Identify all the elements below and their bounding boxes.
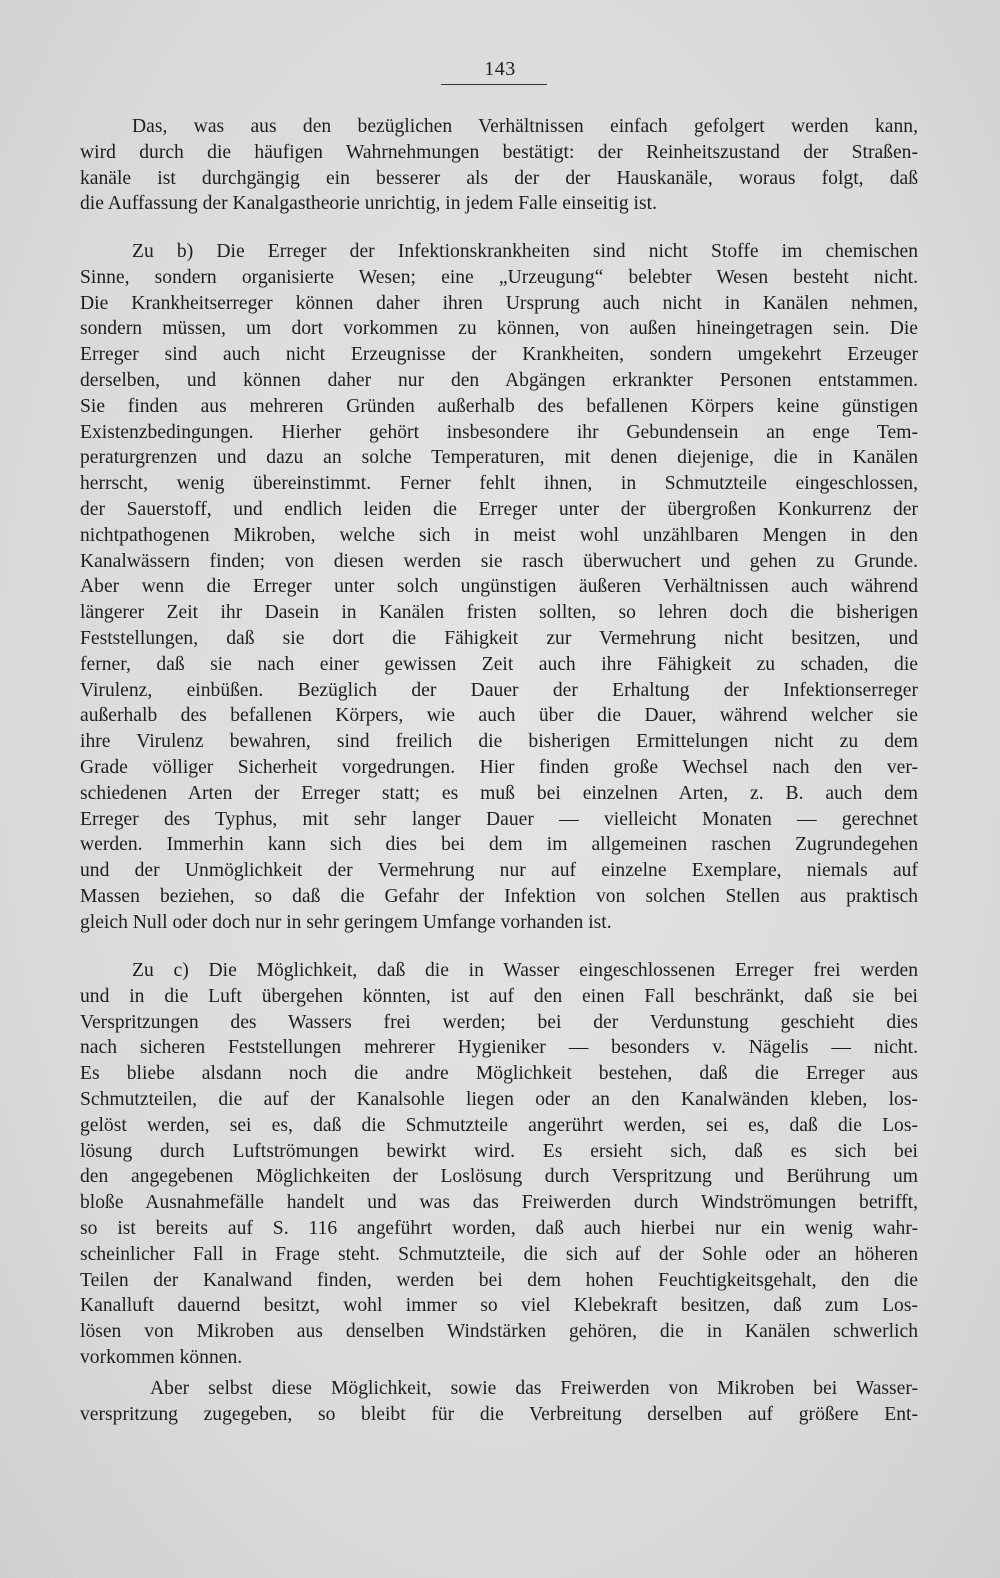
text-line: Aber selbst diese Möglichkeit, sowie das Freiwerden von Mikroben bei Wasser- bbox=[150, 1378, 918, 1399]
paragraph-zu-c bbox=[80, 958, 918, 1371]
text-line: verspritzung zugegeben, so bleibt für die Verbreitung derselben auf größere Ent- bbox=[80, 1403, 918, 1425]
text-line: Existenzbedingungen. Hierher gehört insbesondere ihr Gebundensein an enge Tem- bbox=[80, 421, 918, 443]
text-line: Kanalwässern finden; von diesen werden sie rasch überwuchert und gehen zu Grunde. bbox=[80, 550, 918, 572]
text-line: nach sicheren Feststellungen mehrerer Hygieniker — besonders v. Nägelis — nicht. bbox=[80, 1037, 918, 1059]
text-line: Verspritzungen des Wassers frei werden; bei der Verdunstung geschieht dies bbox=[80, 1011, 918, 1033]
text-line: Teilen der Kanalwand finden, werden bei dem hohen Feuchtigkeitsgehalt, den die bbox=[80, 1269, 918, 1291]
text-line: und der Unmöglichkeit der Vermehrung nur auf einzelne Exemplare, niemals auf bbox=[80, 860, 918, 882]
text-line: Feststellungen, daß sie dort die Fähigkeit zur Vermehrung nicht besitzen, und bbox=[80, 627, 918, 649]
text-line: scheinlicher Fall in Frage steht. Schmutzteile, die sich auf der Sohle oder an höheren bbox=[80, 1243, 918, 1265]
text-line: schiedenen Arten der Erreger statt; es muß bei einzelnen Arten, z. B. auch dem bbox=[80, 782, 918, 804]
text-line: herrscht, wenig übereinstimmt. Ferner fehlt ihnen, in Schmutzteile eingeschlossen, bbox=[80, 473, 918, 495]
text-line: gelöst werden, sei es, daß die Schmutzteile angerührt werden, sei es, daß die Los- bbox=[80, 1114, 918, 1136]
text-line: Sinne, sondern organisierte Wesen; eine „Urzeugung“ belebter Wesen besteht nicht. bbox=[80, 266, 918, 288]
text-line: werden. Immerhin kann sich dies bei dem im allgemeinen raschen Zugrundegehen bbox=[80, 834, 918, 856]
text-line: der Sauerstoff, und endlich leiden die Erreger unter der übergroßen Konkurrenz der bbox=[80, 498, 918, 520]
paragraph-intro bbox=[80, 114, 918, 217]
text-line: peraturgrenzen und dazu an solche Temperaturen, mit denen diejenige, die in Kanälen bbox=[80, 447, 918, 469]
page-number: 143 bbox=[484, 58, 516, 80]
text-line: Schmutzteilen, die auf der Kanalsohle liegen oder an den Kanalwänden kleben, los- bbox=[80, 1088, 918, 1110]
text-line: so ist bereits auf S. 116 angeführt worden, daß auch hierbei nur ein wenig wahr- bbox=[80, 1217, 918, 1239]
text-line: längerer Zeit ihr Dasein in Kanälen fristen sollten, so lehren doch die bisherigen bbox=[80, 602, 918, 624]
text-line: Massen beziehen, so daß die Gefahr der Infektion von solchen Stellen aus praktisch bbox=[80, 885, 918, 907]
text-line: bloße Ausnahmefälle handelt und was das Freiwerden durch Windströmungen betrifft, bbox=[80, 1192, 918, 1214]
text-line: und in die Luft übergehen könnten, ist auf den einen Fall beschränkt, daß sie bei bbox=[80, 985, 918, 1007]
text-line: Kanalluft dauernd besitzt, wohl immer so viel Klebekraft besitzen, daß zum Los- bbox=[80, 1295, 918, 1317]
text-line: Aber wenn die Erreger unter solch ungünstigen äußeren Verhältnissen auch während bbox=[80, 576, 918, 598]
text-line: ferner, daß sie nach einer gewissen Zeit auch ihre Fähigkeit zu schaden, die bbox=[80, 653, 918, 675]
page-number-rule bbox=[441, 84, 547, 85]
text-line: gleich Null oder doch nur in sehr geringem Umfange vorhanden ist. bbox=[80, 911, 612, 933]
text-line: Zu c) Die Möglichkeit, daß die in Wasser eingeschlossenen Erreger frei werden bbox=[132, 960, 918, 981]
text-line: ihre Virulenz bewahren, sind freilich die bisherigen Ermittelungen nicht zu dem bbox=[80, 731, 918, 753]
text-line: lösen von Mikroben aus denselben Windstärken gehören, die in Kanälen schwerlich bbox=[80, 1321, 918, 1343]
text-line: kanäle ist durchgängig ein besserer als der der Hauskanäle, woraus folgt, daß bbox=[80, 167, 918, 189]
text-line: nichtpathogenen Mikroben, welche sich in meist wohl unzählbaren Mengen in den bbox=[80, 524, 918, 546]
text-line: Es bliebe alsdann noch die andre Möglichkeit bestehen, daß die Erreger aus bbox=[80, 1063, 918, 1085]
text-line: den angegebenen Möglichkeiten der Loslösung durch Verspritzung und Berührung um bbox=[80, 1166, 918, 1188]
text-line: Virulenz, einbüßen. Bezüglich der Dauer der Erhaltung der Infektionserreger bbox=[80, 679, 918, 701]
paragraph-zu-b bbox=[80, 239, 918, 936]
text-line: Die Krankheitserreger können daher ihren Ursprung auch nicht in Kanälen nehmen, bbox=[80, 292, 918, 314]
paragraph-closing bbox=[80, 1376, 918, 1428]
text-line: außerhalb des befallenen Körpers, wie auch über die Dauer, während welcher sie bbox=[80, 705, 918, 727]
text-line: vorkommen können. bbox=[80, 1346, 243, 1368]
text-line: Zu b) Die Erreger der Infektionskrankheiten sind nicht Stoffe im chemischen bbox=[132, 241, 918, 262]
text-line: Das, was aus den bezüglichen Verhältnissen einfach gefolgert werden kann, bbox=[132, 116, 918, 137]
text-line: Erreger sind auch nicht Erzeugnisse der Krankheiten, sondern umgekehrt Erzeuger bbox=[80, 344, 918, 366]
text-line: die Auffassung der Kanalgastheorie unrichtig, in jedem Falle einseitig ist. bbox=[80, 193, 657, 215]
text-line: Sie finden aus mehreren Gründen außerhalb des befallenen Körpers keine günstigen bbox=[80, 395, 918, 417]
text-line: wird durch die häufigen Wahrnehmungen bestätigt: der Reinheitszustand der Straßen- bbox=[80, 141, 918, 163]
text-line: lösung durch Luftströmungen bewirkt wird. Es ersieht sich, daß es sich bei bbox=[80, 1140, 918, 1162]
text-line: derselben, und können daher nur den Abgängen erkrankter Personen entstammen. bbox=[80, 369, 918, 391]
text-line: Grade völliger Sicherheit vorgedrungen. Hier finden große Wechsel nach den ver- bbox=[80, 756, 918, 778]
text-line: sondern müssen, um dort vorkommen zu können, von außen hineingetragen sein. Die bbox=[80, 318, 918, 340]
text-line: Erreger des Typhus, mit sehr langer Dauer — vielleicht Monaten — gerechnet bbox=[80, 808, 918, 830]
